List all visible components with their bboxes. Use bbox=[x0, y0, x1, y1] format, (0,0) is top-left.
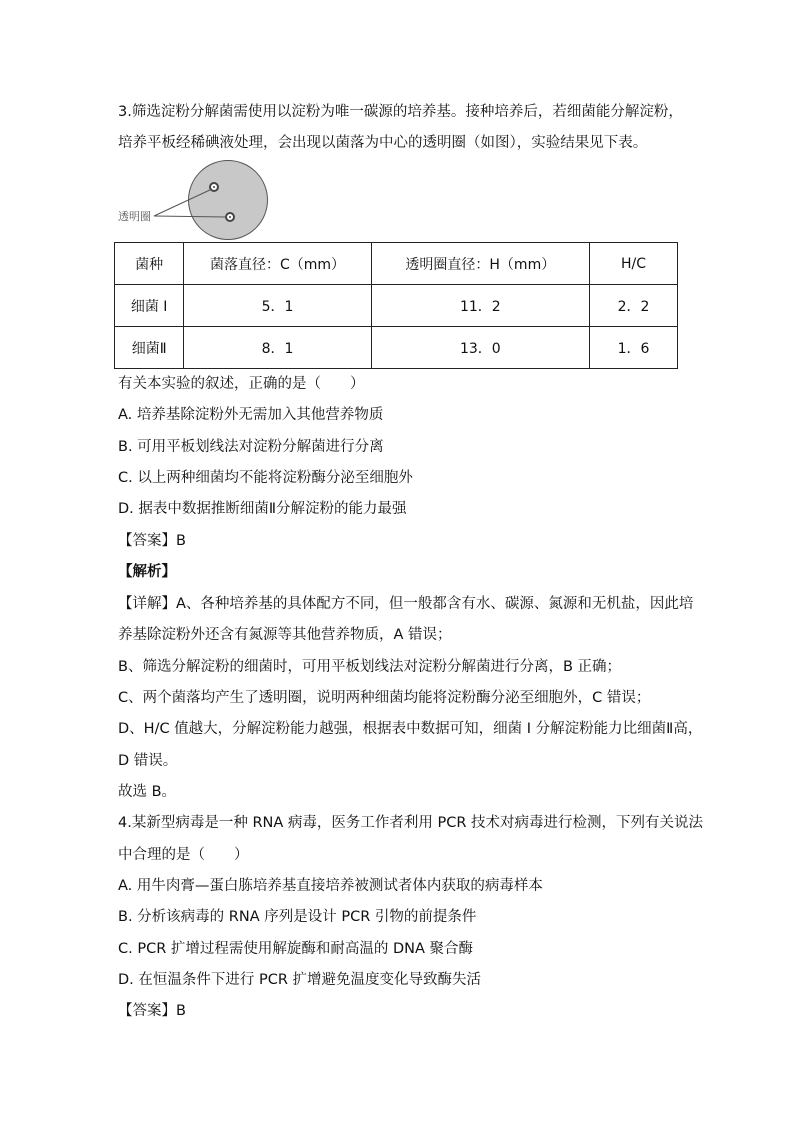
q3-detail-line: B、筛选分解淀粉的细菌时，可用平板划线法对淀粉分解菌进行分离，B 正确； bbox=[118, 659, 622, 675]
q3-stem-line-1: 3.筛选淀粉分解菌需使用以淀粉为唯一碳源的培养基。接种培养后，若细菌能分解淀粉， bbox=[118, 104, 683, 120]
q4-stem-line-1: 4.某新型病毒是一种 RNA 病毒，医务工作者利用 PCR 技术对病毒进行检测，下列有关说法 bbox=[118, 815, 704, 831]
q4-option-c: C. PCR 扩增过程需使用解旋酶和耐高温的 DNA 聚合酶 bbox=[118, 941, 474, 957]
q3-option-d: D. 据表中数据推断细菌Ⅱ分解淀粉的能力最强 bbox=[118, 501, 407, 517]
q3-detail-line: C、两个菌落均产生了透明圈，说明两种细菌均能将淀粉酶分泌至细胞外，C 错误； bbox=[118, 690, 651, 706]
q3-detail-line: 故选 B。 bbox=[118, 784, 177, 800]
q4-answer: 【答案】B bbox=[118, 1003, 186, 1019]
header-strain: 菌种 bbox=[115, 243, 184, 285]
header-ratio: H/C bbox=[590, 243, 678, 285]
cell-colony-diameter: 8．1 bbox=[184, 327, 371, 369]
header-colony-diameter: 菌落直径：C（mm） bbox=[184, 243, 371, 285]
petri-dish-figure bbox=[118, 156, 278, 246]
q3-option-c: C. 以上两种细菌均不能将淀粉酶分泌至细胞外 bbox=[118, 470, 413, 486]
cell-zone-diameter: 13．0 bbox=[371, 327, 589, 369]
q3-option-a: A. 培养基除淀粉外无需加入其他营养物质 bbox=[118, 407, 384, 423]
q3-detail-line: D 错误。 bbox=[118, 753, 178, 769]
q4-option-b: B. 分析该病毒的 RNA 序列是设计 PCR 引物的前提条件 bbox=[118, 909, 477, 925]
q3-detail-line: 养基除淀粉外还含有氮源等其他营养物质，A 错误； bbox=[118, 627, 452, 643]
cell-strain: 细菌 I bbox=[115, 285, 184, 327]
q4-option-a: A. 用牛肉膏—蛋白胨培养基直接培养被测试者体内获取的病毒样本 bbox=[118, 878, 543, 894]
q3-detail-line: 【详解】A、各种培养基的具体配方不同，但一般都含有水、碳源、氮源和无机盐，因此培 bbox=[118, 596, 694, 612]
q3-stem-line-2: 培养平板经稀碘液处理，会出现以菌落为中心的透明圈（如图），实验结果见下表。 bbox=[118, 135, 648, 151]
q4-stem-line-2: 中合理的是（ ） bbox=[118, 847, 249, 863]
q4-option-d: D. 在恒温条件下进行 PCR 扩增避免温度变化导致酶失活 bbox=[118, 972, 482, 988]
cell-ratio: 2．2 bbox=[590, 285, 678, 327]
q3-option-b: B. 可用平板划线法对淀粉分解菌进行分离 bbox=[118, 439, 384, 455]
q3-answer: 【答案】B bbox=[118, 533, 186, 549]
q3-question: 有关本实验的叙述，正确的是（ ） bbox=[118, 376, 365, 392]
q3-detail-line: D、H/C 值越大，分解淀粉能力越强，根据表中数据可知，细菌 I 分解淀粉能力比细菌Ⅱ高， bbox=[118, 721, 703, 737]
table-row bbox=[115, 327, 678, 369]
table-header-row bbox=[115, 243, 678, 285]
cell-colony-diameter: 5．1 bbox=[184, 285, 371, 327]
cell-strain: 细菌Ⅱ bbox=[115, 327, 184, 369]
header-zone-diameter: 透明圈直径：H（mm） bbox=[371, 243, 589, 285]
q3-analysis-title: 【解析】 bbox=[118, 564, 176, 580]
cell-ratio: 1．6 bbox=[590, 327, 678, 369]
transparent-zone-label: 透明圈 bbox=[118, 210, 151, 223]
cell-zone-diameter: 11．2 bbox=[371, 285, 589, 327]
table-row bbox=[115, 285, 678, 327]
results-table bbox=[114, 242, 678, 369]
leader-lines bbox=[118, 156, 278, 246]
